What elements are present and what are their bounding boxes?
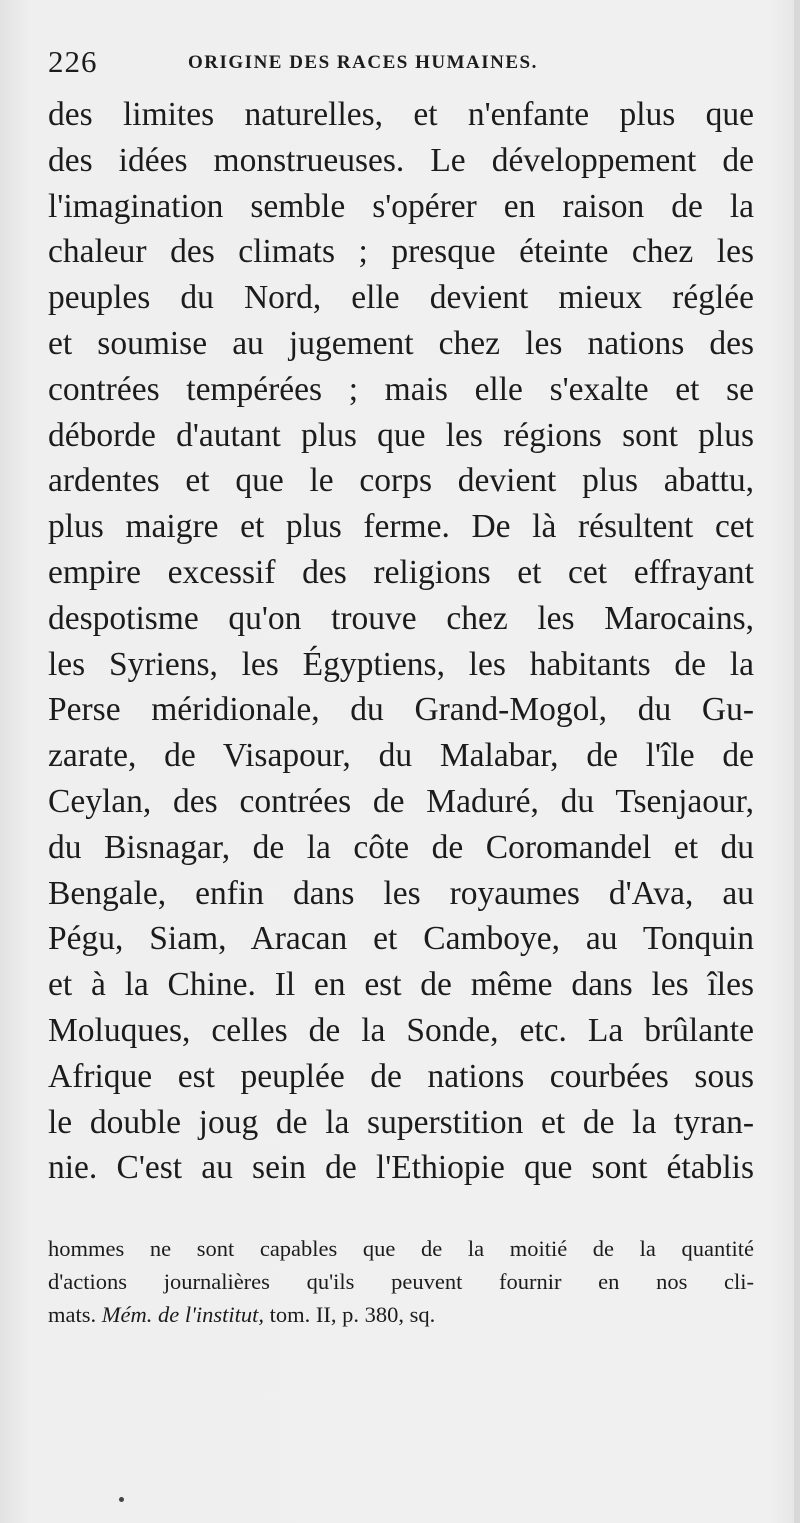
body-line: du Bisnagar, de la côte de Coromandel et du bbox=[48, 828, 754, 866]
body-line: le double joug de la superstition et de la tyran- bbox=[48, 1103, 754, 1141]
body-line: chaleur des climats ; presque éteinte chez les bbox=[48, 233, 754, 271]
body-line: Ceylan, des contrées de Maduré, du Tsenjaour, bbox=[48, 782, 754, 820]
body-line: plus maigre et plus ferme. De là résultent cet bbox=[48, 508, 754, 546]
body-line: déborde d'autant plus que les régions sont plus bbox=[48, 416, 754, 454]
footnote-line bbox=[48, 1298, 754, 1331]
body-line: des idées monstrueuses. Le développement de bbox=[48, 141, 754, 179]
body-line: Pégu, Siam, Aracan et Camboye, au Tonquin bbox=[48, 920, 754, 958]
body-line: despotisme qu'on trouve chez les Marocains, bbox=[48, 599, 754, 637]
body-line: ardentes et que le corps devient plus abattu, bbox=[48, 462, 754, 500]
body-line: empire excessif des religions et cet effrayant bbox=[48, 553, 754, 591]
running-head: ORIGINE DES RACES HUMAINES. bbox=[188, 52, 538, 73]
body-line: et soumise au jugement chez les nations des bbox=[48, 324, 754, 362]
footnote-line: hommes ne sont capables que de la moitié de la quantité bbox=[48, 1236, 754, 1261]
body-line: Afrique est peuplée de nations courbées sous bbox=[48, 1057, 754, 1095]
body-line: contrées tempérées ; mais elle s'exalte et se bbox=[48, 370, 754, 408]
body-line: Moluques, celles de la Sonde, etc. La brûlante bbox=[48, 1011, 754, 1049]
footnote bbox=[48, 1232, 754, 1331]
body-line: peuples du Nord, elle devient mieux réglée bbox=[48, 279, 754, 317]
footnote-text: tom. II, p. 380, sq. bbox=[269, 1302, 436, 1327]
page-number: 226 bbox=[48, 44, 98, 79]
ink-speck bbox=[119, 1497, 124, 1502]
footnote-line: d'actions journalières qu'ils peuvent fournir en nos cli- bbox=[48, 1269, 754, 1294]
body-line: l'imagination semble s'opérer en raison de la bbox=[48, 187, 754, 225]
footnote-citation: Mém. de l'institut, bbox=[101, 1302, 265, 1327]
body-line: Perse méridionale, du Grand-Mogol, du Gu- bbox=[48, 691, 754, 729]
body-line: zarate, de Visapour, du Malabar, de l'île de bbox=[48, 737, 754, 775]
body-line: nie. C'est au sein de l'Ethiopie que sont établis bbox=[48, 1149, 754, 1187]
page-header bbox=[48, 44, 758, 84]
page-edge bbox=[794, 0, 800, 1523]
body-line: Bengale, enfin dans les royaumes d'Ava, au bbox=[48, 874, 754, 912]
body-text bbox=[48, 92, 754, 1191]
body-line: des limites naturelles, et n'enfante plus que bbox=[48, 96, 754, 133]
footnote-text: mats. bbox=[48, 1302, 97, 1327]
body-line: les Syriens, les Égyptiens, les habitants de la bbox=[48, 645, 754, 683]
body-line: et à la Chine. Il en est de même dans les îles bbox=[48, 966, 754, 1004]
